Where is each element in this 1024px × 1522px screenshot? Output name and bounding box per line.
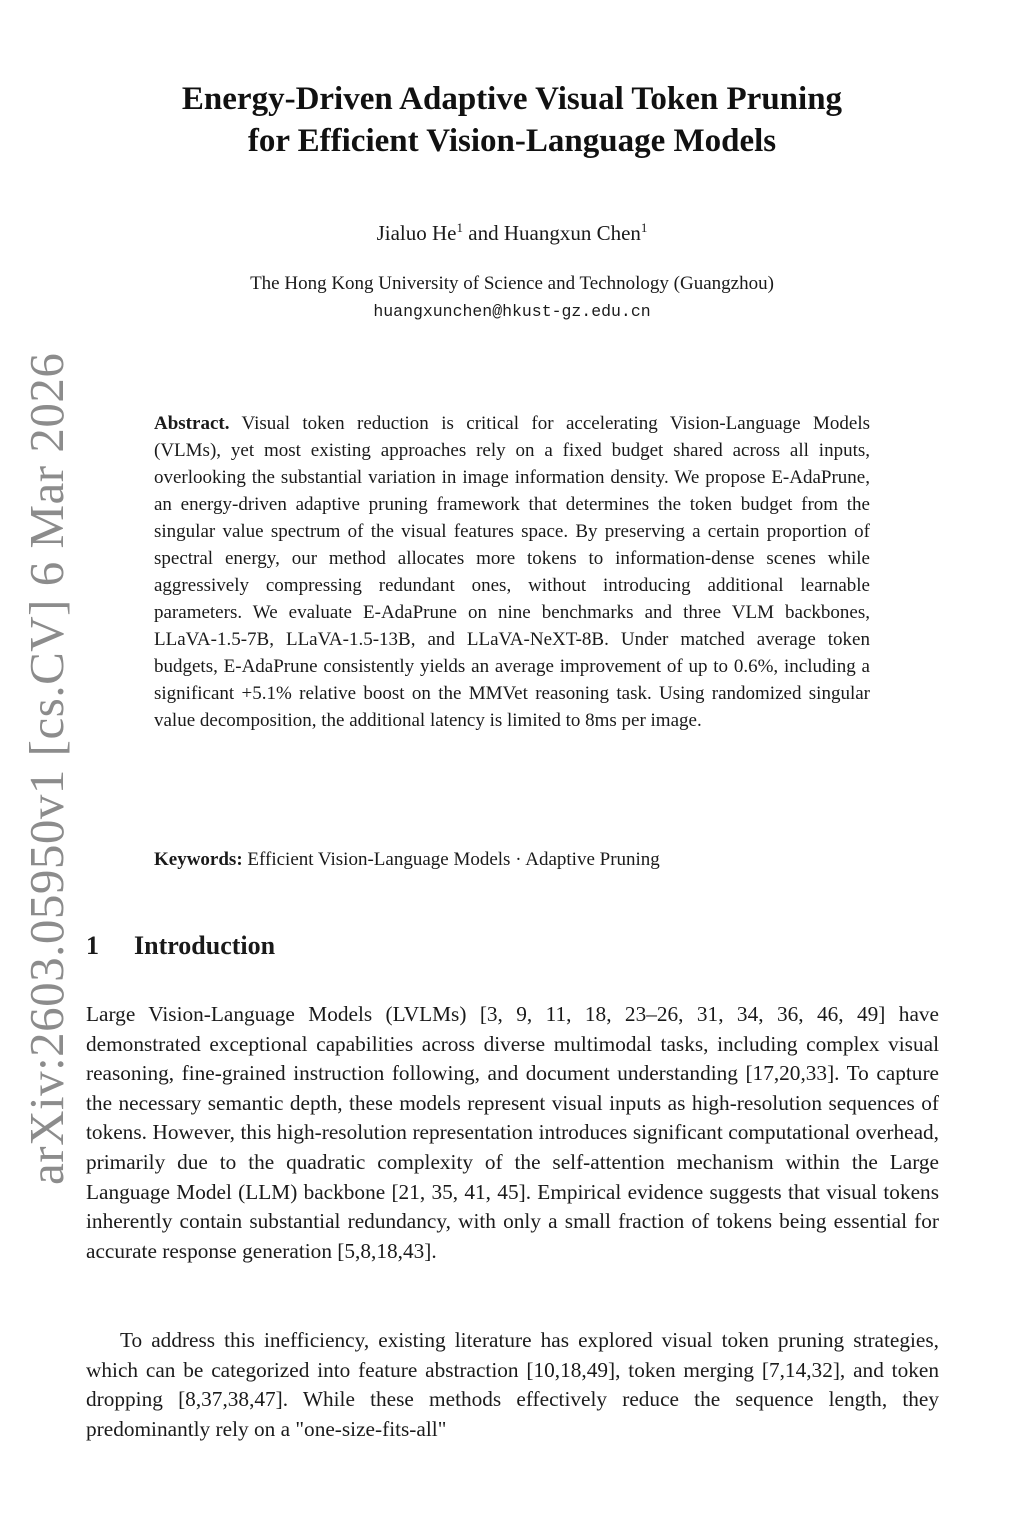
affiliation-mark: 1	[456, 220, 463, 235]
section-heading-introduction	[86, 926, 275, 966]
title-line-2: for Efficient Vision-Language Models	[247, 123, 777, 159]
contact-email[interactable]: huangxunchen@hkust-gz.edu.cn	[373, 302, 651, 321]
body-paragraph: To address this inefficiency, existing literature has explored visual token pruning strategies, which can be categorized into feature abstraction [10,18,49], token merging [7,14,32], and token dropping [8,37,38,47]. While these methods effectively reduce the sequence length, they predominantly rely on a "one-size-fits-all"	[86, 1328, 939, 1441]
abstract-label: Abstract.	[154, 413, 230, 434]
affiliation-mark: 1	[640, 220, 648, 235]
keywords-text: Efficient Vision-Language Models · Adaptive Pruning	[247, 849, 660, 870]
paper-title	[60, 78, 964, 162]
section-title: Introduction	[134, 931, 276, 960]
abstract-text: Visual token reduction is critical for accelerating Vision-Language Models (VLMs), yet most existing approaches rely on a fixed budget shared across all inputs, overlooking the substantial variation in image information density. We propose E-AdaPrune, an energy-driven adaptive pruning framework that determines the token budget from the singular value spectrum of the visual features space. By preserving a certain proportion of spectral energy, our method allocates more tokens to information-dense scenes while aggressively compressing redundant ones, without introducing additional learnable parameters. We evaluate E-AdaPrune on nine benchmarks and three VLM backbones, LLaVA-1.5-7B, LLaVA-1.5-13B, and LLaVA-NeXT-8B. Under matched average token budgets, E-AdaPrune consistently yields an average improvement of up to 0.6%, including a significant +5.1% relative boost on the MMVet reasoning task. Using randomized singular value decomposition, the additional latency is limited to 8ms per image.	[154, 413, 870, 731]
affiliation: The Hong Kong University of Science and Technology (Guangzhou)	[250, 273, 774, 294]
author-name: Huangxun Chen	[503, 221, 641, 245]
title-line-1: Energy-Driven Adaptive Visual Token Pruning	[181, 81, 843, 117]
keywords	[154, 846, 870, 873]
author-name: Jialuo He	[376, 221, 457, 245]
abstract	[154, 410, 870, 734]
body-paragraph: Large Vision-Language Models (LVLMs) [3, 9, 11, 18, 23–26, 31, 34, 36, 46, 49] have demonstrated exceptional capabilities across diverse multimodal tasks, including complex visual reasoning, fine-grained instruction following, and document understanding [17,20,33]. To capture the necessary semantic depth, these models represent visual inputs as high-resolution sequences of tokens. However, this high-resolution representation introduces significant computational overhead, primarily due to the quadratic complexity of the self-attention mechanism within the Large Language Model (LLM) backbone [21, 35, 41, 45]. Empirical evidence suggests that visual tokens inherently contain substantial redundancy, with only a small fraction of tokens being essential for accurate response generation [5,8,18,43].	[86, 1002, 939, 1263]
author-conjunction: and	[468, 221, 499, 245]
section-number: 1	[86, 931, 99, 960]
author-list	[60, 220, 964, 246]
arxiv-side-stamp: arXiv:2603.05950v1 [cs.CV] 6 Mar 2026	[19, 352, 74, 1185]
keywords-label: Keywords:	[154, 849, 243, 870]
